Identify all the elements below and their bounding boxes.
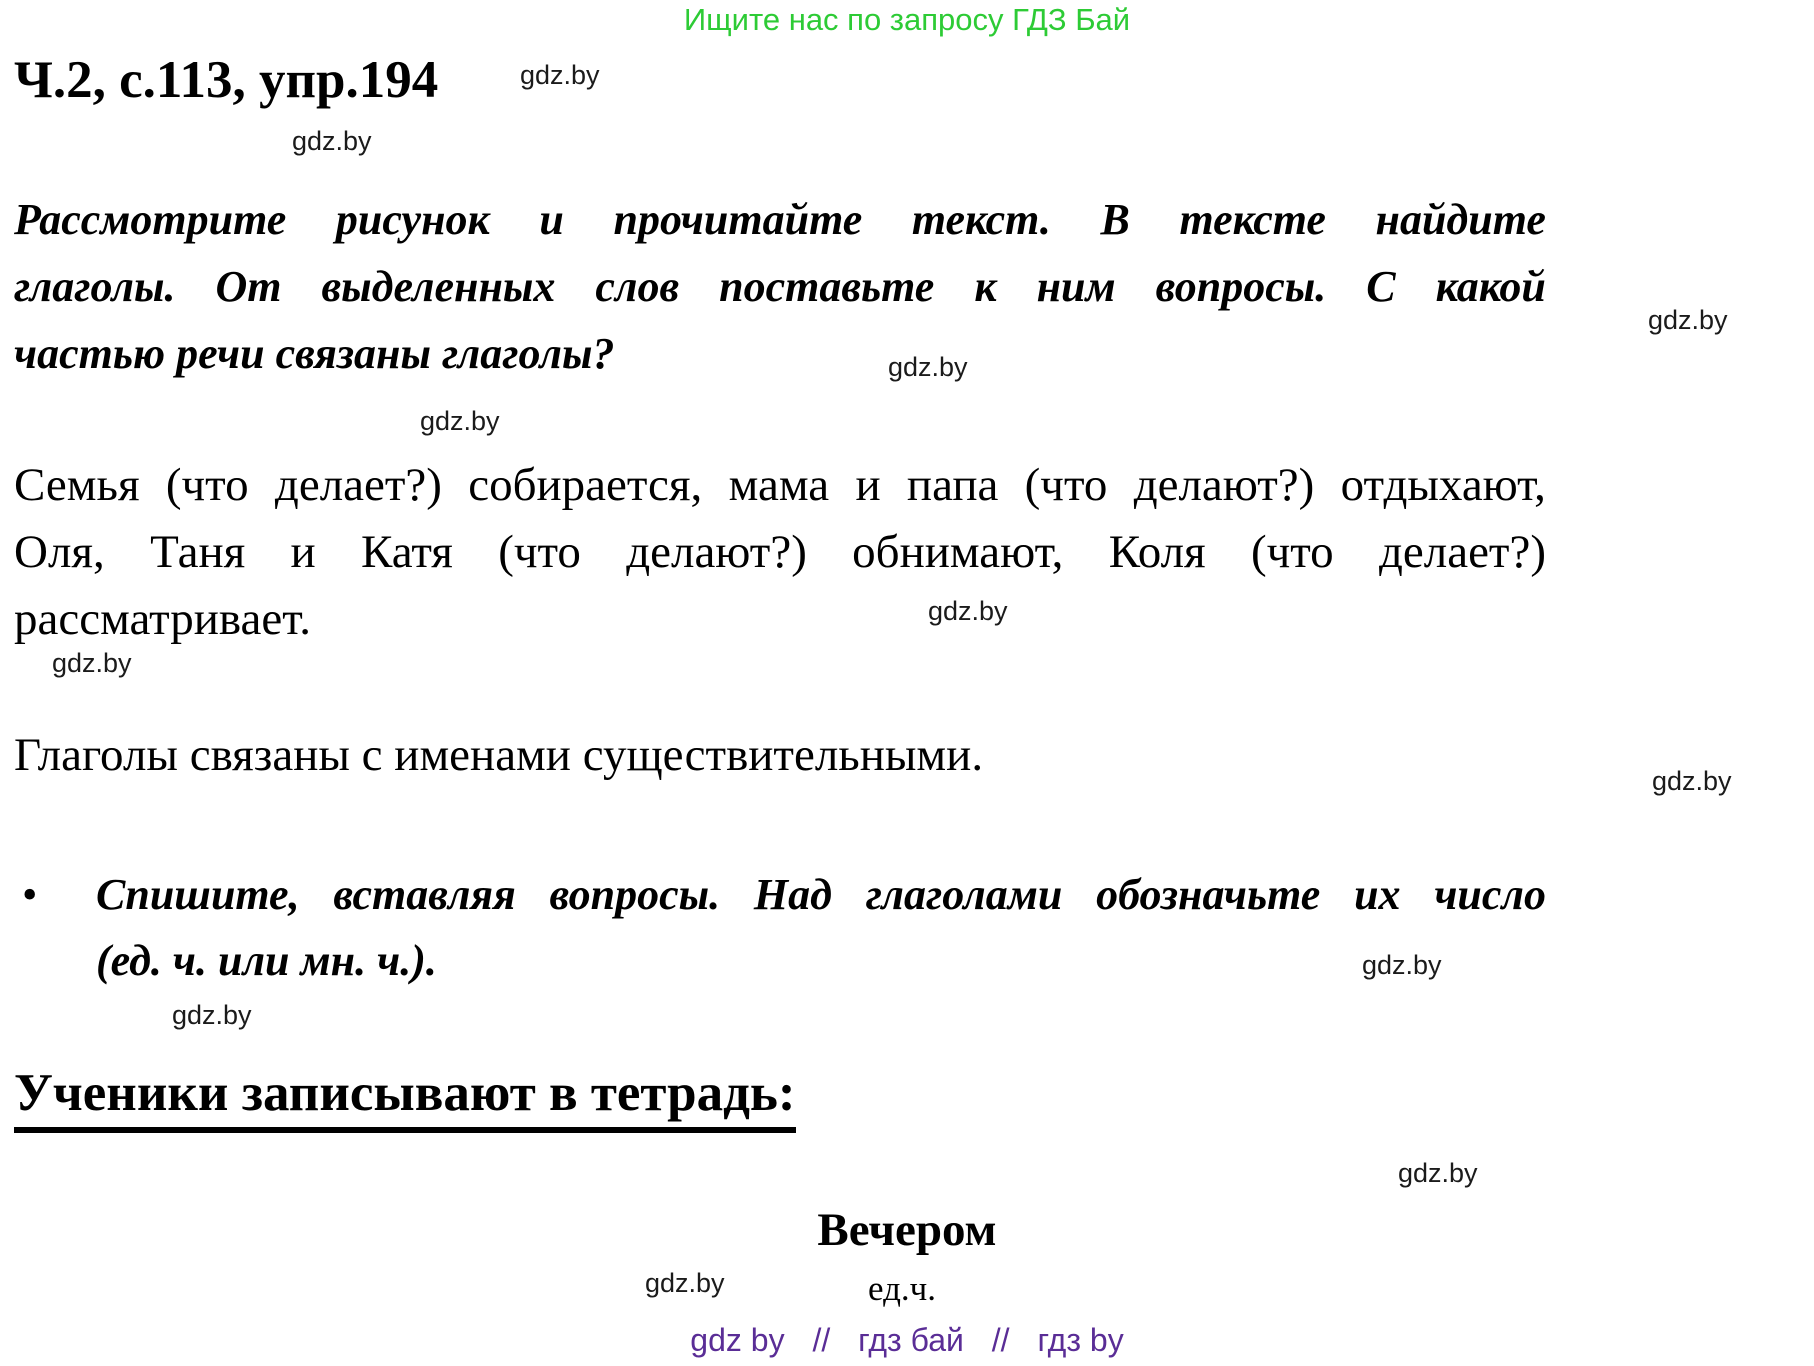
watermark: gdz.by <box>172 1000 252 1030</box>
footer-link-gdz-by-2[interactable]: гдз by <box>1037 1322 1124 1358</box>
bullet-task-line-1: Спишите, вставляя вопросы. Над глаголами обозначьте их число <box>96 870 1546 919</box>
task-line-1: Рассмотрите рисунок и прочитайте текст. В тексте найдите <box>14 195 1546 244</box>
bullet-task-text <box>96 862 1546 994</box>
watermark: gdz.by <box>645 1268 725 1298</box>
watermark: gdz.by <box>928 596 1008 626</box>
answer-paragraph <box>14 452 1546 653</box>
subheading-underlined: Ученики записывают в тетрадь: <box>14 1062 796 1133</box>
footer-link-gdz-bai[interactable]: гдз бай <box>858 1322 964 1358</box>
task-line-3: частью речи связаны глаголы? <box>14 329 615 378</box>
watermark: gdz.by <box>292 126 372 156</box>
watermark: gdz.by <box>888 352 968 382</box>
watermark: gdz.by <box>420 406 500 436</box>
watermark: gdz.by <box>1648 305 1728 335</box>
example-title: Вечером <box>817 1204 997 1256</box>
task-line-2: глаголы. От выделенных слов поставьте к ним вопросы. С какой <box>14 262 1546 311</box>
watermark: gdz.by <box>520 60 600 90</box>
answer-line-3: рассматривает. <box>14 593 311 645</box>
answer-line-2: Оля, Таня и Катя (что делают?) обнимают, Коля (что делает?) <box>14 526 1546 578</box>
bullet-task <box>14 862 1546 994</box>
footer-links <box>0 1320 1814 1360</box>
footer-link-gdz-by[interactable]: gdz by <box>690 1322 785 1358</box>
number-label: ед.ч. <box>868 1269 936 1308</box>
answer-line-1: Семья (что делает?) собирается, мама и папа (что делают?) отдыхают, <box>14 459 1546 511</box>
watermark: gdz.by <box>1398 1158 1478 1188</box>
page-title: Ч.2, с.113, упр.194 <box>14 51 439 109</box>
footer-separator: // <box>812 1322 831 1358</box>
watermark: gdz.by <box>52 648 132 678</box>
promo-banner: Ищите нас по запросу ГДЗ Бай <box>683 2 1131 37</box>
bullet-task-line-2: (ед. ч. или мн. ч.). <box>96 936 437 985</box>
watermark: gdz.by <box>1652 766 1732 796</box>
watermark: gdz.by <box>1362 950 1442 980</box>
conclusion-text: Глаголы связаны с именами существительными. <box>14 729 984 781</box>
footer-separator: // <box>991 1322 1010 1358</box>
bullet-icon: • <box>22 870 38 919</box>
task-paragraph <box>14 186 1546 387</box>
